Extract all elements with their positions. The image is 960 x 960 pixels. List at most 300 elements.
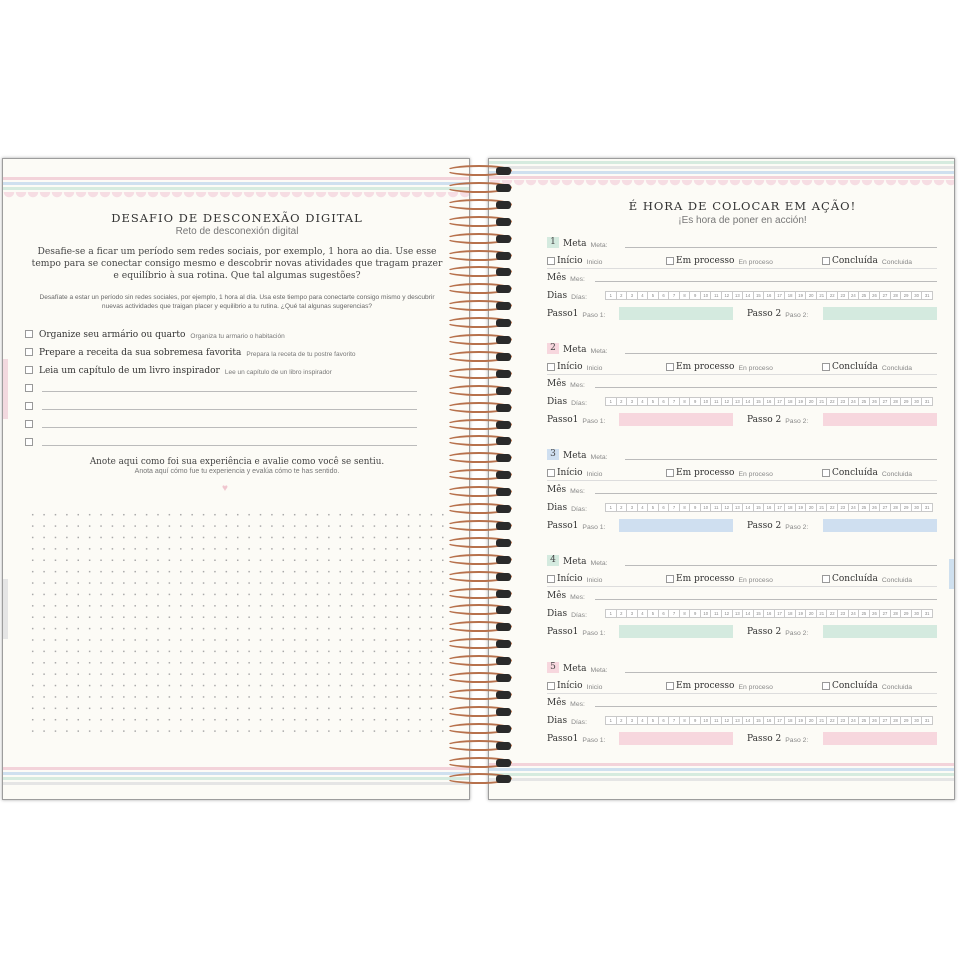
spiral-ring [444,587,516,601]
passo2-field[interactable] [823,519,937,532]
day-cell[interactable]: 9 [690,291,701,300]
write-line[interactable] [42,427,417,428]
goal-number: 3 [547,449,559,460]
day-cell[interactable]: 16 [764,291,775,300]
day-cell[interactable]: 13 [733,503,744,512]
dias-label-es: Días: [571,506,587,513]
day-cell[interactable]: 27 [880,716,891,725]
day-cell[interactable]: 17 [775,397,786,406]
day-cell[interactable]: 18 [785,609,796,618]
day-cell[interactable]: 26 [870,609,881,618]
day-cell[interactable]: 24 [849,291,860,300]
day-cell[interactable]: 28 [891,503,902,512]
day-cell[interactable]: 28 [891,716,902,725]
day-cell[interactable]: 13 [733,609,744,618]
day-cell[interactable]: 7 [669,503,680,512]
mes-label: Mês [547,273,567,283]
dias-label: Dias [547,503,568,513]
day-cell[interactable]: 27 [880,609,891,618]
mes-line[interactable] [595,599,937,600]
day-cell[interactable]: 28 [891,291,902,300]
mes-line[interactable] [595,493,937,494]
day-cell[interactable]: 15 [754,716,765,725]
status-label: Concluída [832,681,878,691]
status-label: Início [557,256,583,266]
days-grid [605,397,933,406]
goal-number: 5 [547,662,559,673]
status-checkbox-concluida[interactable] [822,682,830,690]
day-cell[interactable]: 22 [827,716,838,725]
day-cell[interactable]: 31 [922,291,933,300]
edge-tab [949,559,954,589]
day-cell[interactable]: 31 [922,716,933,725]
meta-line[interactable] [625,247,937,248]
mes-label: Mês [547,698,567,708]
status-label: Em processo [676,574,735,584]
mes-line[interactable] [595,281,937,282]
status-checkbox-processo[interactable] [666,363,674,371]
day-cell[interactable]: 21 [817,503,828,512]
day-cell[interactable]: 21 [817,291,828,300]
day-cell[interactable]: 24 [849,397,860,406]
page-title: DESAFIO DE DESCONEXÃO DIGITAL [111,211,363,225]
checkbox[interactable] [25,348,33,356]
day-cell[interactable]: 5 [648,609,659,618]
day-cell[interactable]: 15 [754,609,765,618]
day-cell[interactable]: 21 [817,397,828,406]
day-cell[interactable]: 7 [669,291,680,300]
day-cell[interactable]: 8 [680,716,691,725]
meta-label: Meta [563,451,587,461]
status-label-es: Concluida [881,259,913,266]
page-title: É HORA DE COLOCAR EM AÇÃO! [628,199,857,213]
day-cell[interactable]: 26 [870,716,881,725]
day-cell[interactable]: 22 [827,503,838,512]
day-cell[interactable]: 4 [638,716,649,725]
dias-label: Dias [547,609,568,619]
day-cell[interactable]: 29 [901,609,912,618]
status-checkbox-concluida[interactable] [822,257,830,265]
day-cell[interactable]: 3 [627,609,638,618]
day-cell[interactable]: 1 [605,397,617,406]
edge-tab [3,579,8,639]
day-cell[interactable]: 29 [901,503,912,512]
day-cell[interactable]: 20 [806,716,817,725]
day-cell[interactable]: 8 [680,397,691,406]
passo2-field[interactable] [823,732,937,745]
day-cell[interactable]: 19 [796,503,807,512]
day-cell[interactable]: 31 [922,503,933,512]
days-grid [605,503,933,512]
day-cell[interactable]: 11 [711,503,722,512]
day-cell[interactable]: 1 [605,503,617,512]
day-cell[interactable]: 14 [743,609,754,618]
spiral-ring [444,451,516,465]
passo1-label: Passo1 [547,734,579,744]
day-cell[interactable]: 30 [912,609,923,618]
day-cell[interactable]: 23 [838,503,849,512]
note-prompt: Anote aqui como foi sua experiência e avalie como você se sentiu. [89,457,385,467]
day-cell[interactable]: 31 [922,397,933,406]
mes-label-es: Mes: [570,488,585,495]
spiral-ring [444,215,516,229]
passo2-label: Passo 2 [747,415,782,425]
day-cell[interactable]: 25 [859,397,870,406]
day-cell[interactable]: 27 [880,291,891,300]
day-cell[interactable]: 30 [912,503,923,512]
mes-line[interactable] [595,706,937,707]
status-checkbox-processo[interactable] [666,575,674,583]
passo1-field[interactable] [619,519,733,532]
day-cell[interactable]: 1 [605,609,617,618]
status-label: Em processo [676,681,735,691]
day-cell[interactable]: 1 [605,291,617,300]
day-cell[interactable]: 22 [827,397,838,406]
passo1-label: Passo1 [547,309,579,319]
day-cell[interactable]: 15 [754,397,765,406]
day-cell[interactable]: 25 [859,291,870,300]
passo2-label-es: Paso 2: [785,630,809,637]
spiral-ring [444,654,516,668]
status-label: Início [557,574,583,584]
status-label-es: Inicio [586,684,603,691]
day-cell[interactable]: 13 [733,716,744,725]
passo1-field[interactable] [619,413,733,426]
day-cell[interactable]: 25 [859,609,870,618]
day-cell[interactable]: 19 [796,609,807,618]
day-cell[interactable]: 11 [711,609,722,618]
day-cell[interactable]: 30 [912,291,923,300]
status-checkbox-concluida[interactable] [822,469,830,477]
spiral-ring [444,164,516,178]
status-label-es: Concluida [881,684,913,691]
spiral-ring [444,502,516,516]
day-cell[interactable]: 30 [912,397,923,406]
day-cell[interactable]: 16 [764,609,775,618]
day-cell[interactable]: 11 [711,291,722,300]
day-cell[interactable]: 9 [690,397,701,406]
spiral-ring [444,688,516,702]
checkbox[interactable] [25,402,33,410]
day-cell[interactable]: 21 [817,609,828,618]
spiral-ring [444,536,516,550]
mes-label-es: Mes: [570,594,585,601]
spiral-ring [444,418,516,432]
day-cell[interactable]: 14 [743,716,754,725]
mes-line[interactable] [595,387,937,388]
day-cell[interactable]: 18 [785,716,796,725]
day-cell[interactable]: 13 [733,397,744,406]
spiral-ring [444,333,516,347]
day-cell[interactable]: 13 [733,291,744,300]
day-cell[interactable]: 9 [690,716,701,725]
day-cell[interactable]: 19 [796,397,807,406]
passo2-field[interactable] [823,625,937,638]
day-cell[interactable]: 10 [701,716,712,725]
day-cell[interactable]: 19 [796,291,807,300]
day-cell[interactable]: 2 [617,716,628,725]
day-cell[interactable]: 10 [701,291,712,300]
spiral-ring [444,756,516,770]
status-label-es: En proceso [738,365,773,372]
divider [547,268,937,269]
day-cell[interactable]: 15 [754,503,765,512]
day-cell[interactable]: 24 [849,503,860,512]
passo2-field[interactable] [823,307,937,320]
day-cell[interactable]: 5 [648,716,659,725]
day-cell[interactable]: 6 [659,609,670,618]
day-cell[interactable]: 7 [669,716,680,725]
status-checkbox-inicio[interactable] [547,257,555,265]
spiral-ring [444,620,516,634]
day-cell[interactable]: 15 [754,291,765,300]
status-checkbox-inicio[interactable] [547,469,555,477]
day-cell[interactable]: 27 [880,397,891,406]
day-cell[interactable]: 8 [680,503,691,512]
day-cell[interactable]: 6 [659,291,670,300]
spiral-ring [444,434,516,448]
day-cell[interactable]: 20 [806,291,817,300]
meta-label: Meta [563,664,587,674]
day-cell[interactable]: 17 [775,291,786,300]
meta-label-es: Meta: [590,454,608,461]
day-cell[interactable]: 24 [849,716,860,725]
bottom-stripes [489,763,954,789]
spiral-ring [444,249,516,263]
day-cell[interactable]: 18 [785,503,796,512]
mes-label: Mês [547,379,567,389]
edge-tab [3,359,8,419]
checklist-item [25,362,417,376]
day-cell[interactable]: 18 [785,397,796,406]
day-cell[interactable]: 27 [880,503,891,512]
mes-label: Mês [547,591,567,601]
day-cell[interactable]: 24 [849,609,860,618]
day-cell[interactable]: 5 [648,503,659,512]
status-label: Início [557,468,583,478]
status-label: Concluída [832,574,878,584]
spiral-ring [444,198,516,212]
day-cell[interactable]: 3 [627,397,638,406]
goal-block [547,237,937,339]
status-checkbox-concluida[interactable] [822,363,830,371]
day-cell[interactable]: 12 [722,397,733,406]
checkbox[interactable] [25,330,33,338]
day-cell[interactable]: 4 [638,503,649,512]
day-cell[interactable]: 14 [743,397,754,406]
day-cell[interactable]: 17 [775,716,786,725]
day-cell[interactable]: 1 [605,716,617,725]
day-cell[interactable]: 3 [627,291,638,300]
divider [547,480,937,481]
checklist-item [25,326,417,340]
day-cell[interactable]: 4 [638,609,649,618]
write-line[interactable] [42,445,417,446]
day-cell[interactable]: 14 [743,503,754,512]
day-cell[interactable]: 4 [638,397,649,406]
meta-line[interactable] [625,353,937,354]
passo1-field[interactable] [619,732,733,745]
day-cell[interactable]: 29 [901,291,912,300]
day-cell[interactable]: 8 [680,609,691,618]
intro-text-es: Desafíate a estar un período sin redes sociales, por ejemplo, 1 hora al día. Usa este tiempo para conectarte consigo mismo y descubrir nuevas actividades que traigan placer y equilibrio a tu rutina. ¿Qué tal algunas sugerencias? [39,294,435,310]
spiral-ring [444,367,516,381]
divider [547,586,937,587]
day-cell[interactable]: 7 [669,609,680,618]
day-cell[interactable]: 6 [659,503,670,512]
meta-label: Meta [563,239,587,249]
meta-label-es: Meta: [590,667,608,674]
top-stripes [3,177,469,203]
day-cell[interactable]: 2 [617,291,628,300]
status-label: Início [557,681,583,691]
day-cell[interactable]: 16 [764,503,775,512]
day-cell[interactable]: 25 [859,503,870,512]
status-checkbox-inicio[interactable] [547,363,555,371]
status-label-es: En proceso [738,471,773,478]
day-cell[interactable]: 12 [722,716,733,725]
spiral-ring [444,570,516,584]
status-checkbox-processo[interactable] [666,257,674,265]
write-line[interactable] [42,409,417,410]
status-label-es: Concluida [881,365,913,372]
checkbox[interactable] [25,438,33,446]
day-cell[interactable]: 26 [870,397,881,406]
day-cell[interactable]: 29 [901,716,912,725]
day-cell[interactable]: 18 [785,291,796,300]
passo1-label-es: Paso 1: [582,737,606,744]
top-stripes [489,159,954,185]
passo2-field[interactable] [823,413,937,426]
checklist-blank-item [25,434,417,448]
checklist-label-es: Lee un capítulo de un libro inspirador [224,369,332,376]
day-cell[interactable]: 17 [775,503,786,512]
day-cell[interactable]: 19 [796,716,807,725]
meta-label-es: Meta: [590,242,608,249]
day-cell[interactable]: 9 [690,609,701,618]
day-cell[interactable]: 12 [722,291,733,300]
day-cell[interactable]: 5 [648,291,659,300]
day-cell[interactable]: 20 [806,503,817,512]
status-label-es: Concluida [881,471,913,478]
status-label: Concluída [832,468,878,478]
day-cell[interactable]: 22 [827,291,838,300]
day-cell[interactable]: 2 [617,503,628,512]
day-cell[interactable]: 16 [764,397,775,406]
day-cell[interactable]: 26 [870,503,881,512]
checkbox[interactable] [25,366,33,374]
checkbox[interactable] [25,384,33,392]
spiral-ring [444,772,516,786]
status-checkbox-inicio[interactable] [547,682,555,690]
goal-block [547,343,937,445]
write-line[interactable] [42,391,417,392]
checklist-blank-item [25,416,417,430]
day-cell[interactable]: 9 [690,503,701,512]
divider [547,374,937,375]
passo1-field[interactable] [619,307,733,320]
day-cell[interactable]: 11 [711,716,722,725]
checkbox[interactable] [25,420,33,428]
meta-label: Meta [563,557,587,567]
day-cell[interactable]: 2 [617,609,628,618]
day-cell[interactable]: 23 [838,397,849,406]
day-cell[interactable]: 3 [627,716,638,725]
day-cell[interactable]: 10 [701,397,712,406]
passo2-label-es: Paso 2: [785,737,809,744]
spiral-ring [444,722,516,736]
day-cell[interactable]: 6 [659,716,670,725]
status-checkbox-processo[interactable] [666,469,674,477]
checklist-label: Prepare a receita da sua sobremesa favorita [39,348,242,358]
meta-line[interactable] [625,565,937,566]
day-cell[interactable]: 2 [617,397,628,406]
day-cell[interactable]: 28 [891,609,902,618]
meta-line[interactable] [625,672,937,673]
day-cell[interactable]: 5 [648,397,659,406]
day-cell[interactable]: 8 [680,291,691,300]
day-cell[interactable]: 3 [627,503,638,512]
spiral-ring [444,637,516,651]
day-cell[interactable]: 23 [838,291,849,300]
day-cell[interactable]: 25 [859,716,870,725]
days-grid [605,291,933,300]
day-cell[interactable]: 10 [701,503,712,512]
day-cell[interactable]: 21 [817,716,828,725]
day-cell[interactable]: 20 [806,609,817,618]
dot-grid-notes-area[interactable] [27,509,447,739]
meta-label: Meta [563,345,587,355]
status-label: Concluída [832,256,878,266]
status-checkbox-processo[interactable] [666,682,674,690]
status-label-es: En proceso [738,259,773,266]
day-cell[interactable]: 4 [638,291,649,300]
day-cell[interactable]: 31 [922,609,933,618]
day-cell[interactable]: 7 [669,397,680,406]
meta-label-es: Meta: [590,348,608,355]
day-cell[interactable]: 22 [827,609,838,618]
meta-label-es: Meta: [590,560,608,567]
day-cell[interactable]: 12 [722,503,733,512]
day-cell[interactable]: 30 [912,716,923,725]
day-cell[interactable]: 20 [806,397,817,406]
day-cell[interactable]: 11 [711,397,722,406]
checklist-label-es: Organiza tu armario o habitación [190,333,285,340]
day-cell[interactable]: 28 [891,397,902,406]
day-cell[interactable]: 6 [659,397,670,406]
page-subtitle: ¡Es hora de poner en acción! [678,215,807,226]
meta-line[interactable] [625,459,937,460]
status-label: Em processo [676,468,735,478]
passo2-label: Passo 2 [747,627,782,637]
checklist-blank-item [25,380,417,394]
day-cell[interactable]: 17 [775,609,786,618]
day-cell[interactable]: 12 [722,609,733,618]
day-cell[interactable]: 23 [838,609,849,618]
status-checkbox-concluida[interactable] [822,575,830,583]
status-checkbox-inicio[interactable] [547,575,555,583]
mes-label-es: Mes: [570,701,585,708]
day-cell[interactable]: 29 [901,397,912,406]
checklist-item [25,344,417,358]
day-cell[interactable]: 14 [743,291,754,300]
passo1-field[interactable] [619,625,733,638]
day-cell[interactable]: 16 [764,716,775,725]
day-cell[interactable]: 23 [838,716,849,725]
day-cell[interactable]: 26 [870,291,881,300]
day-cell[interactable]: 10 [701,609,712,618]
divider [547,693,937,694]
